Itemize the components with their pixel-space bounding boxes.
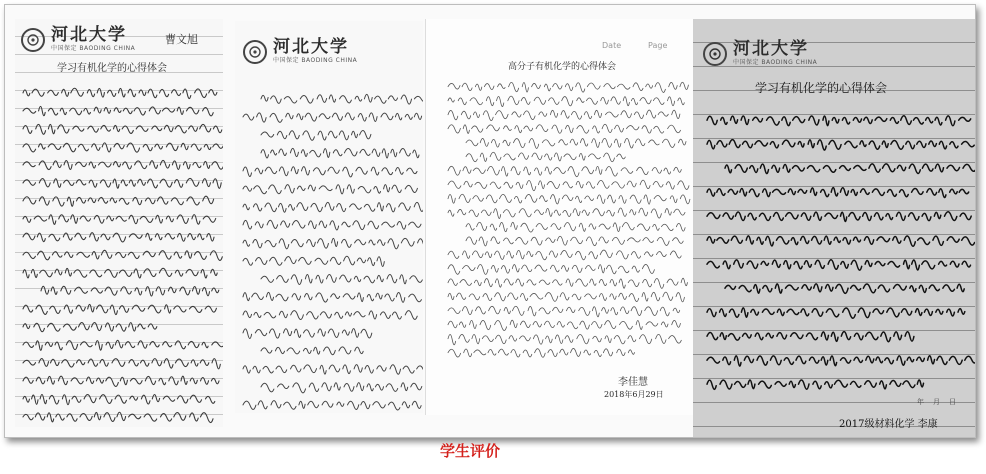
handwriting-line: [23, 376, 219, 386]
university-location: 中国保定 BAODING CHINA: [733, 59, 818, 66]
handwriting-line: [23, 88, 217, 98]
handwriting-line: [243, 365, 423, 375]
handwriting-line: [448, 334, 681, 344]
header-date-label: Date: [602, 41, 622, 50]
handwriting-lines: [426, 19, 694, 415]
handwriting-line: [23, 143, 223, 152]
handwriting-lines: [693, 19, 975, 437]
handwriting-line: [261, 148, 419, 158]
handwriting-lines: [15, 19, 223, 427]
image-caption: 学生评价: [439, 442, 500, 460]
handwriting-line: [23, 304, 216, 314]
handwriting-line: [243, 202, 423, 212]
handwritten-page-3: [425, 19, 694, 415]
handwriting-line: [41, 286, 219, 296]
handwriting-line: [23, 395, 215, 405]
handwriting-line: [23, 359, 220, 369]
handwriting-line: [23, 106, 213, 115]
page-title: 高分子有机化学的心得体会: [508, 62, 617, 72]
handwriting-line: [261, 274, 422, 284]
handwritten-page-4: [693, 19, 975, 437]
page-title: 学习有机化学的心得体会: [755, 81, 888, 95]
university-location: 中国保定 BAODING CHINA: [273, 57, 358, 64]
handwriting-line: [448, 96, 684, 106]
handwriting-line: [707, 356, 975, 366]
handwriting-line: [707, 332, 914, 342]
handwritten-page-2: [235, 21, 423, 413]
handwriting-line: [448, 320, 680, 330]
handwriting-line: [243, 167, 417, 177]
handwriting-line: [707, 188, 969, 198]
handwriting-line: [448, 250, 681, 260]
handwriting-line: [448, 306, 680, 317]
handwriting-line: [23, 268, 217, 278]
handwriting-line: [707, 380, 924, 389]
page-signature: 李佳慧: [618, 377, 648, 388]
handwriting-line: [466, 236, 683, 246]
handwriting-line: [243, 329, 372, 339]
handwriting-line: [707, 116, 971, 126]
handwriting-line: [466, 222, 685, 232]
footer-year-label: 年: [917, 398, 924, 406]
handwriting-line: [448, 278, 687, 288]
page-date: 2018年6月29日: [604, 390, 664, 399]
university-location: 中国保定 BAODING CHINA: [51, 45, 136, 52]
handwriting-line: [23, 196, 214, 206]
handwriting-line: [261, 347, 363, 355]
page-signature: 曹文旭: [165, 33, 198, 46]
handwriting-line: [707, 260, 971, 270]
university-name: 河北大学: [733, 39, 809, 59]
handwriting-line: [23, 250, 222, 260]
handwriting-line: [725, 284, 964, 294]
handwriting-line: [23, 160, 223, 169]
handwriting-line: [243, 113, 422, 122]
handwriting-line: [23, 412, 213, 422]
university-name: 河北大学: [51, 25, 127, 45]
handwriting-line: [243, 401, 421, 410]
handwriting-line: [448, 348, 635, 357]
page-title: 学习有机化学的心得体会: [57, 63, 167, 74]
handwriting-line: [707, 212, 971, 222]
university-name: 河北大学: [273, 37, 349, 57]
handwritten-page-1: [15, 19, 223, 427]
handwriting-line: [448, 82, 688, 92]
handwriting-line: [23, 178, 221, 188]
handwriting-line: [448, 124, 681, 133]
handwriting-line: [725, 164, 975, 174]
handwriting-lines: [235, 21, 423, 413]
handwriting-line: [261, 94, 423, 104]
handwriting-line: [243, 185, 417, 194]
handwriting-line: [448, 208, 685, 219]
handwriting-line: [707, 140, 974, 150]
handwriting-line: [466, 152, 625, 162]
handwriting-line: [448, 110, 680, 121]
handwriting-line: [707, 236, 975, 246]
handwriting-line: [448, 166, 681, 176]
handwriting-line: [448, 264, 654, 274]
footer-month-label: 月: [933, 398, 940, 406]
header-page-label: Page: [648, 41, 668, 50]
handwriting-line: [261, 383, 422, 393]
handwriting-line: [243, 311, 417, 320]
handwriting-line: [243, 292, 421, 302]
handwriting-line: [707, 308, 965, 318]
handwriting-line: [23, 124, 222, 134]
page-signature: 2017级材料化学 李康: [839, 419, 938, 430]
handwriting-line: [23, 215, 216, 225]
image-collage: [4, 4, 976, 438]
handwriting-line: [23, 323, 157, 332]
handwriting-line: [243, 256, 384, 266]
handwriting-line: [448, 180, 689, 191]
handwriting-line: [23, 340, 223, 350]
handwriting-line: [243, 220, 421, 230]
handwriting-line: [243, 238, 423, 249]
handwriting-line: [448, 194, 690, 204]
handwriting-line: [466, 138, 686, 148]
handwriting-line: [448, 292, 684, 302]
footer-day-label: 日: [949, 398, 956, 406]
handwriting-line: [23, 233, 214, 242]
handwriting-line: [261, 130, 371, 140]
